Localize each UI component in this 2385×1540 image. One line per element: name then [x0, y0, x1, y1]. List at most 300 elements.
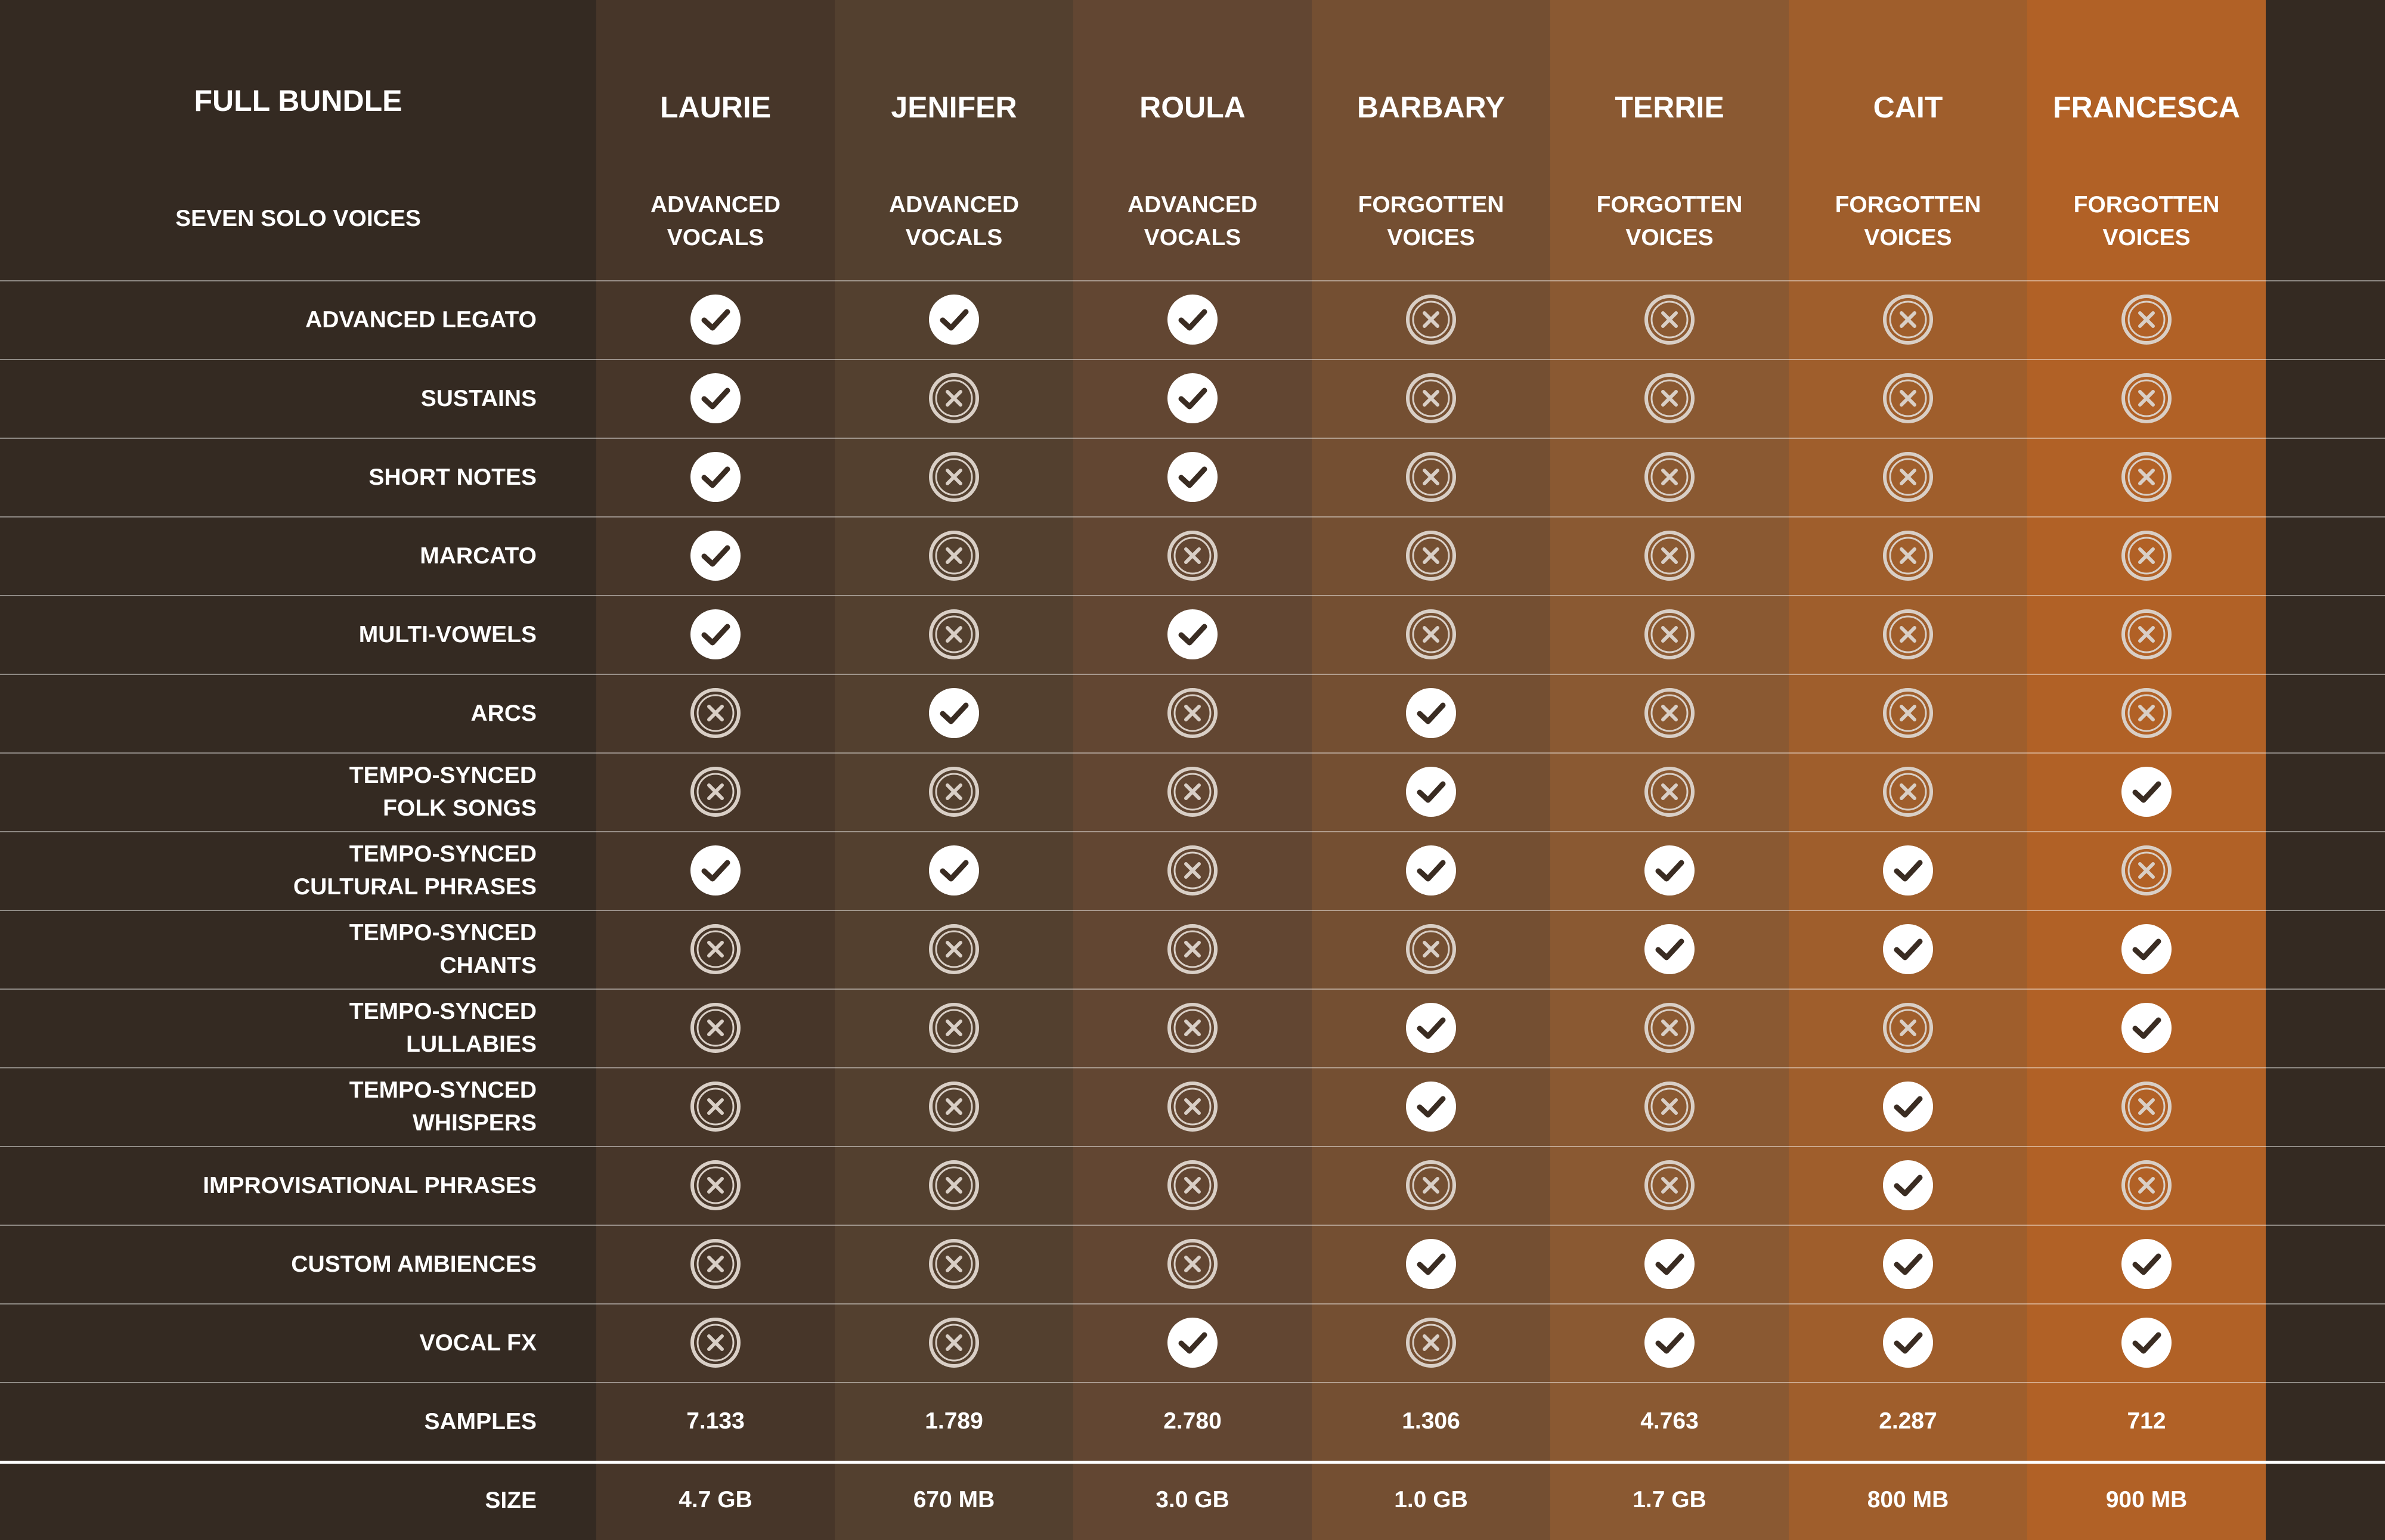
excluded-cell — [835, 595, 1073, 674]
feature-label-line: SUSTAINS — [420, 385, 537, 411]
voice-name: LAURIE — [659, 91, 772, 124]
excluded-cell — [2027, 359, 2266, 438]
excluded-cell — [1073, 910, 1312, 989]
check-circle-icon — [1166, 293, 1219, 346]
check-circle-icon — [689, 529, 742, 582]
x-circle-icon — [927, 371, 981, 425]
excluded-cell — [1550, 989, 1789, 1067]
excluded-cell — [2027, 1146, 2266, 1225]
row-divider — [0, 674, 2385, 675]
row-divider — [0, 1225, 2385, 1226]
samples-value: 1.306 — [1402, 1408, 1460, 1434]
excluded-cell — [835, 359, 1073, 438]
excluded-cell — [1073, 1225, 1312, 1303]
voice-name: BARBARY — [1356, 91, 1506, 124]
voice-category-line: VOCALS — [905, 225, 1003, 250]
check-circle-icon — [2120, 1316, 2173, 1369]
check-circle-icon — [1881, 1080, 1935, 1133]
excluded-cell — [2027, 674, 2266, 752]
samples-cell — [1789, 1382, 2027, 1461]
included-cell — [596, 280, 835, 359]
x-circle-icon — [1643, 450, 1696, 504]
voice-category-line: VOCALS — [1144, 225, 1241, 250]
check-circle-icon — [1881, 922, 1935, 976]
feature-label-line: ADVANCED LEGATO — [305, 306, 537, 333]
feature-label-line: CHANTS — [439, 953, 537, 978]
feature-label-line: VOCAL FX — [419, 1330, 537, 1356]
included-cell — [1312, 1067, 1550, 1146]
feature-label — [359, 618, 537, 651]
x-circle-icon — [1643, 686, 1696, 740]
feature-label-line: LULLABIES — [406, 1031, 537, 1057]
included-cell — [1073, 438, 1312, 516]
excluded-cell — [1312, 1303, 1550, 1382]
x-circle-icon — [1166, 1158, 1219, 1212]
feature-row — [0, 1067, 2385, 1146]
x-circle-icon — [1881, 371, 1935, 425]
included-cell — [1789, 1303, 2027, 1382]
excluded-cell — [1550, 280, 1789, 359]
feature-label — [349, 916, 537, 982]
size-cell — [1312, 1461, 1550, 1539]
x-circle-icon — [1404, 1316, 1458, 1369]
excluded-cell — [835, 910, 1073, 989]
x-circle-icon — [2120, 1080, 2173, 1133]
included-cell — [2027, 1225, 2266, 1303]
check-circle-icon — [1166, 1316, 1219, 1369]
excluded-cell — [1312, 1146, 1550, 1225]
check-circle-icon — [1404, 686, 1458, 740]
excluded-cell — [835, 1146, 1073, 1225]
x-circle-icon — [1881, 1001, 1935, 1055]
excluded-cell — [1789, 516, 2027, 595]
excluded-cell — [1312, 516, 1550, 595]
excluded-cell — [596, 1225, 835, 1303]
included-cell — [1312, 989, 1550, 1067]
feature-row — [0, 831, 2385, 910]
voice-name: TERRIE — [1615, 91, 1724, 124]
voice-category-line: FORGOTTEN — [1835, 192, 1981, 218]
check-circle-icon — [689, 450, 742, 504]
size-row — [0, 1461, 2385, 1539]
included-cell — [2027, 989, 2266, 1067]
check-circle-icon — [689, 293, 742, 346]
x-circle-icon — [2120, 450, 2173, 504]
x-circle-icon — [2120, 529, 2173, 582]
feature-row — [0, 752, 2385, 831]
size-cell — [835, 1461, 1073, 1539]
x-circle-icon — [1166, 686, 1219, 740]
excluded-cell — [1550, 674, 1789, 752]
x-circle-icon — [1166, 529, 1219, 582]
included-cell — [1550, 1225, 1789, 1303]
x-circle-icon — [1881, 293, 1935, 346]
excluded-cell — [2027, 1067, 2266, 1146]
check-circle-icon — [2120, 1237, 2173, 1291]
x-circle-icon — [1166, 765, 1219, 819]
check-circle-icon — [1404, 1080, 1458, 1133]
feature-row — [0, 1146, 2385, 1225]
x-circle-icon — [2120, 293, 2173, 346]
excluded-cell — [2027, 516, 2266, 595]
voice-category — [596, 188, 835, 254]
excluded-cell — [1312, 438, 1550, 516]
x-circle-icon — [1643, 1158, 1696, 1212]
included-cell — [1550, 831, 1789, 910]
x-circle-icon — [1643, 371, 1696, 425]
excluded-cell — [1789, 280, 2027, 359]
x-circle-icon — [1166, 922, 1219, 976]
feature-label — [305, 303, 537, 336]
excluded-cell — [835, 516, 1073, 595]
samples-label: SAMPLES — [424, 1408, 537, 1434]
check-circle-icon — [1404, 1237, 1458, 1291]
bundle-subtitle: SEVEN SOLO VOICES — [175, 206, 421, 231]
included-cell — [1789, 1146, 2027, 1225]
x-circle-icon — [1404, 293, 1458, 346]
check-circle-icon — [689, 844, 742, 897]
voice-name: JENIFER — [891, 91, 1017, 124]
voice-category-line: VOCALS — [667, 225, 764, 250]
samples-cell — [2027, 1382, 2266, 1461]
x-circle-icon — [927, 922, 981, 976]
x-circle-icon — [2120, 371, 2173, 425]
voice-category — [2027, 188, 2266, 254]
feature-label-line: SHORT NOTES — [368, 464, 537, 490]
feature-row — [0, 1225, 2385, 1303]
x-circle-icon — [927, 529, 981, 582]
x-circle-icon — [689, 765, 742, 819]
row-divider — [0, 438, 2385, 439]
x-circle-icon — [927, 1080, 981, 1133]
excluded-cell — [1789, 674, 2027, 752]
check-circle-icon — [1881, 844, 1935, 897]
x-circle-icon — [927, 765, 981, 819]
excluded-cell — [1312, 595, 1550, 674]
x-circle-icon — [1643, 765, 1696, 819]
excluded-cell — [1550, 595, 1789, 674]
feature-label-line: TEMPO-SYNCED — [349, 841, 537, 867]
included-cell — [1789, 1067, 2027, 1146]
excluded-cell — [2027, 595, 2266, 674]
included-cell — [1073, 595, 1312, 674]
feature-label — [349, 759, 537, 825]
excluded-cell — [1073, 831, 1312, 910]
voice-name: FRANCESCA — [2053, 91, 2240, 124]
x-circle-icon — [1643, 293, 1696, 346]
feature-row — [0, 516, 2385, 595]
voice-category-line: VOICES — [2102, 225, 2191, 250]
feature-label-line: MULTI-VOWELS — [358, 621, 537, 647]
x-circle-icon — [1404, 1158, 1458, 1212]
excluded-cell — [1312, 910, 1550, 989]
x-circle-icon — [689, 686, 742, 740]
included-cell — [1550, 910, 1789, 989]
excluded-cell — [1789, 989, 2027, 1067]
excluded-cell — [835, 1303, 1073, 1382]
row-divider — [0, 595, 2385, 596]
feature-row — [0, 910, 2385, 989]
samples-value: 7.133 — [686, 1408, 745, 1434]
feature-label-line: WHISPERS — [412, 1110, 537, 1136]
samples-row — [0, 1382, 2385, 1461]
included-cell — [1312, 1225, 1550, 1303]
x-circle-icon — [927, 1158, 981, 1212]
included-cell — [835, 674, 1073, 752]
x-circle-icon — [1404, 922, 1458, 976]
voice-category — [1789, 188, 2027, 254]
x-circle-icon — [927, 450, 981, 504]
excluded-cell — [1073, 989, 1312, 1067]
x-circle-icon — [1643, 1001, 1696, 1055]
excluded-cell — [1789, 595, 2027, 674]
included-cell — [1789, 831, 2027, 910]
feature-row — [0, 989, 2385, 1067]
feature-label — [349, 995, 537, 1061]
feature-label-line: MARCATO — [420, 543, 537, 569]
excluded-cell — [835, 1225, 1073, 1303]
voice-category-line: FORGOTTEN — [1596, 192, 1743, 218]
voice-name: ROULA — [1139, 91, 1246, 124]
row-divider — [0, 831, 2385, 832]
samples-value: 712 — [2127, 1408, 2166, 1434]
check-circle-icon — [2120, 765, 2173, 819]
included-cell — [2027, 910, 2266, 989]
excluded-cell — [596, 1067, 835, 1146]
excluded-cell — [1073, 1067, 1312, 1146]
section-divider — [0, 1461, 2385, 1464]
x-circle-icon — [1881, 529, 1935, 582]
excluded-cell — [2027, 438, 2266, 516]
x-circle-icon — [689, 1237, 742, 1291]
voice-category — [1312, 188, 1550, 254]
feature-row — [0, 674, 2385, 752]
voice-category-line: FORGOTTEN — [2073, 192, 2220, 218]
feature-row — [0, 359, 2385, 438]
check-circle-icon — [1404, 765, 1458, 819]
x-circle-icon — [927, 608, 981, 661]
feature-label-line: CULTURAL PHRASES — [293, 874, 537, 900]
check-circle-icon — [1881, 1158, 1935, 1212]
included-cell — [1789, 910, 2027, 989]
x-circle-icon — [2120, 844, 2173, 897]
bundle-title: FULL BUNDLE — [194, 84, 402, 117]
size-value: 3.0 GB — [1156, 1487, 1229, 1513]
check-circle-icon — [1166, 371, 1219, 425]
excluded-cell — [835, 752, 1073, 831]
excluded-cell — [1073, 516, 1312, 595]
check-circle-icon — [1643, 844, 1696, 897]
feature-row — [0, 1303, 2385, 1382]
excluded-cell — [1550, 1067, 1789, 1146]
x-circle-icon — [1404, 450, 1458, 504]
row-divider — [0, 1303, 2385, 1304]
check-circle-icon — [1881, 1237, 1935, 1291]
feature-label-line: FOLK SONGS — [383, 795, 537, 821]
check-circle-icon — [2120, 922, 2173, 976]
feature-label-line: TEMPO-SYNCED — [349, 999, 537, 1024]
check-circle-icon — [927, 844, 981, 897]
feature-label-line: TEMPO-SYNCED — [349, 1077, 537, 1103]
check-circle-icon — [927, 686, 981, 740]
samples-cell — [596, 1382, 835, 1461]
excluded-cell — [1550, 438, 1789, 516]
samples-value: 2.287 — [1879, 1408, 1937, 1434]
x-circle-icon — [1881, 450, 1935, 504]
excluded-cell — [596, 674, 835, 752]
excluded-cell — [1550, 359, 1789, 438]
x-circle-icon — [1881, 765, 1935, 819]
excluded-cell — [835, 1067, 1073, 1146]
voice-category-line: VOICES — [1625, 225, 1714, 250]
excluded-cell — [1789, 752, 2027, 831]
check-circle-icon — [689, 371, 742, 425]
feature-label — [420, 1327, 537, 1359]
check-circle-icon — [1166, 450, 1219, 504]
feature-label — [203, 1169, 537, 1202]
included-cell — [1550, 1303, 1789, 1382]
size-value: 1.0 GB — [1394, 1487, 1468, 1513]
row-divider — [0, 1382, 2385, 1383]
x-circle-icon — [2120, 608, 2173, 661]
row-divider — [0, 359, 2385, 360]
feature-label — [421, 382, 537, 415]
samples-value: 4.763 — [1640, 1408, 1699, 1434]
included-cell — [835, 831, 1073, 910]
included-cell — [1312, 752, 1550, 831]
voice-category — [1550, 188, 1789, 254]
check-circle-icon — [2120, 1001, 2173, 1055]
voice-category-line: ADVANCED — [1127, 192, 1258, 218]
size-label: SIZE — [485, 1487, 537, 1513]
excluded-cell — [2027, 831, 2266, 910]
excluded-cell — [1312, 280, 1550, 359]
excluded-cell — [1073, 674, 1312, 752]
included-cell — [2027, 752, 2266, 831]
x-circle-icon — [689, 1316, 742, 1369]
x-circle-icon — [1881, 608, 1935, 661]
samples-cell — [1550, 1382, 1789, 1461]
check-circle-icon — [1404, 1001, 1458, 1055]
size-cell — [2027, 1461, 2266, 1539]
excluded-cell — [1789, 438, 2027, 516]
feature-label — [470, 697, 537, 730]
excluded-cell — [1789, 359, 2027, 438]
x-circle-icon — [927, 1316, 981, 1369]
x-circle-icon — [689, 1001, 742, 1055]
included-cell — [596, 831, 835, 910]
size-value: 900 MB — [2105, 1487, 2188, 1513]
feature-label-line: CUSTOM AMBIENCES — [291, 1251, 537, 1277]
voice-category — [1073, 188, 1312, 254]
included-cell — [596, 595, 835, 674]
check-circle-icon — [1166, 608, 1219, 661]
x-circle-icon — [1166, 1001, 1219, 1055]
x-circle-icon — [2120, 686, 2173, 740]
size-value: 800 MB — [1867, 1487, 1949, 1513]
x-circle-icon — [2120, 1158, 2173, 1212]
x-circle-icon — [1643, 608, 1696, 661]
feature-label — [349, 1074, 537, 1139]
included-cell — [596, 359, 835, 438]
excluded-cell — [1550, 516, 1789, 595]
included-cell — [1312, 831, 1550, 910]
included-cell — [1073, 280, 1312, 359]
excluded-cell — [1312, 359, 1550, 438]
size-cell — [1073, 1461, 1312, 1539]
x-circle-icon — [927, 1001, 981, 1055]
feature-label — [291, 1248, 537, 1281]
feature-label — [293, 838, 537, 903]
feature-label — [420, 540, 537, 572]
check-circle-icon — [1643, 1237, 1696, 1291]
x-circle-icon — [689, 922, 742, 976]
excluded-cell — [596, 1146, 835, 1225]
excluded-cell — [835, 989, 1073, 1067]
x-circle-icon — [689, 1080, 742, 1133]
voice-category-line: VOICES — [1864, 225, 1952, 250]
excluded-cell — [596, 910, 835, 989]
feature-label-line: TEMPO-SYNCED — [349, 920, 537, 946]
voice-category-line: ADVANCED — [650, 192, 781, 218]
check-circle-icon — [1404, 844, 1458, 897]
included-cell — [596, 516, 835, 595]
feature-row — [0, 438, 2385, 516]
size-cell — [596, 1461, 835, 1539]
row-divider — [0, 1067, 2385, 1068]
size-value: 4.7 GB — [679, 1487, 752, 1513]
size-cell — [1789, 1461, 2027, 1539]
feature-label-line: IMPROVISATIONAL PHRASES — [203, 1172, 537, 1198]
feature-row — [0, 595, 2385, 674]
included-cell — [596, 438, 835, 516]
row-divider — [0, 910, 2385, 911]
feature-label-line: TEMPO-SYNCED — [349, 763, 537, 788]
check-circle-icon — [1881, 1316, 1935, 1369]
x-circle-icon — [927, 1237, 981, 1291]
check-circle-icon — [1643, 922, 1696, 976]
size-value: 670 MB — [913, 1487, 995, 1513]
samples-cell — [1073, 1382, 1312, 1461]
size-cell — [1550, 1461, 1789, 1539]
included-cell — [835, 280, 1073, 359]
voice-category-line: VOICES — [1387, 225, 1475, 250]
excluded-cell — [835, 438, 1073, 516]
samples-value: 2.780 — [1163, 1408, 1222, 1434]
included-cell — [1312, 674, 1550, 752]
check-circle-icon — [689, 608, 742, 661]
included-cell — [2027, 1303, 2266, 1382]
x-circle-icon — [1643, 1080, 1696, 1133]
row-divider — [0, 280, 2385, 281]
excluded-cell — [596, 1303, 835, 1382]
x-circle-icon — [1404, 529, 1458, 582]
excluded-cell — [2027, 280, 2266, 359]
feature-row — [0, 280, 2385, 359]
excluded-cell — [1550, 752, 1789, 831]
row-divider — [0, 516, 2385, 518]
x-circle-icon — [1643, 529, 1696, 582]
excluded-cell — [1550, 1146, 1789, 1225]
check-circle-icon — [1643, 1316, 1696, 1369]
excluded-cell — [1073, 1146, 1312, 1225]
x-circle-icon — [1404, 608, 1458, 661]
samples-cell — [835, 1382, 1073, 1461]
voice-name: CAIT — [1873, 91, 1943, 124]
excluded-cell — [596, 752, 835, 831]
included-cell — [1789, 1225, 2027, 1303]
voice-category — [835, 188, 1073, 254]
